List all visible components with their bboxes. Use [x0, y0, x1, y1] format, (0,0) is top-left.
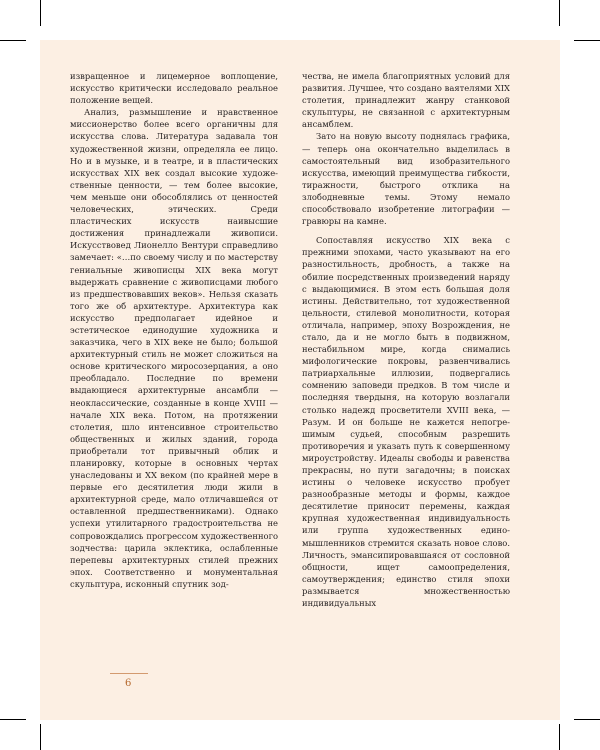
right-column: [302, 70, 510, 609]
crop-mark: [40, 724, 41, 750]
crop-mark: [574, 40, 600, 41]
crop-mark: [0, 719, 26, 720]
paragraph: Анализ, размышление и нравственное миссионерство более всего органичны для искусства слова. Литература задавала тон художественной жизни, определяла ее лицо. Но и в музыке, и в театре, и в пластических искусствах XIX век создал высокие художественные ценности, — тем более высокие, чем меньше они обособлялись от ценностей человеческих, этических. Среди пластических искусств наивысшие достижения принадлежали живописи. Искусствовед Лионелло Вентури справедливо замечает: «…по своему числу и по мастерству гениальные живописцы XIX века могут выдержать сравнение с живописцами любого из предшествовавших веков». Нельзя сказать того же об архитектуре. Архитектура как искусство предполагает идейное и эстетическое единодушие художника и заказчика, чего в XIX веке не было; большой архитектурный стиль не может сложиться на основе критического миросозерцания, а оно преобладало. Последние по времени выдающиеся архитектурные ансамбли — неоклассические, созданные в конце XVIII — начале XIX века. Потом, на протяжении столетия, шло интенсивное строительство общественных и жилых зданий, города приобретали тот привычный облик и планировку, которые в основных чертах унаследованы и XX веком (по крайней мере в первые его десятилетия люди жили в архитектурной среде, мало отличавшейся от оставленной предшественниками). Однако успехи утилитарного градостроительства не сопровождались прогрессом художественного зодчества: царила эклектика, ослабленные перепевы архитектурных стилей прежних эпох. Соответственно и монументальная скульптура, исконный спутник зод-: [70, 107, 278, 589]
page-number: 6: [125, 678, 132, 689]
paragraph: Зато на новую высоту поднялась графика, — теперь она окончательно выделилась в самостоятельный вид изобразительного искусства, имеющий преимущества гибкости, тиражности, быстрого отклика на злободневные темы. Этому немало способствовало изобретение литографии — гравюры на камне.: [302, 131, 510, 227]
crop-mark: [574, 719, 600, 720]
crop-mark: [559, 724, 560, 750]
paragraph: Сопоставляя искусство XIX века с прежними эпохами, часто указывают на его разностильность, дробность, а также на обилие посредственных произведений наряду с выдающимися. В этом есть большая доля истины. Действительно, тот художественной цельности, стилевой монолитности, которая отличала, например, эпоху Возрождения, не стало, да и не могло быть в подвижном, нестабильном мире, когда снимались мифологические покровы, развенчивались патриархальные иллюзии, подвергались сомнению заповеди предков. В том числе и последняя твердыня, на которую возлагали столько надежд просветители XVIII века, — Разум. И он больше не кажется непогрешимым судьей, способным разрешить противоречия и указать путь к совершенному мироустройству. Идеалы свободы и равенства прекрасны, но пути загадочны; в поисках истины о человеке искусство пробует разнообразные методы и формы, каждое десятилетие приносит перемены, каждая крупная художественная индивидуальность или группа художественных единомышленников стремится сказать новое слово. Личность, эмансипировавшаяся от сословной общности, ищет самоопределения, самоутверждения; единство стиля эпохи размывается множественностью индивидуальных: [302, 235, 510, 609]
paragraph: чества, не имела благоприятных условий для развития. Лучшее, что создано ваятелями XIX столетия, принадлежит жанру станковой скульптуры, не связанной с архитектурным ансамблем.: [302, 71, 510, 130]
crop-mark: [0, 40, 26, 41]
crop-mark: [559, 0, 560, 26]
paragraph: извращенное и лицемерное воплощение, искусство критически исследовало реальное положение вещей.: [70, 71, 278, 106]
footer-rule: [110, 673, 148, 674]
crop-mark: [40, 0, 41, 26]
left-column: [70, 70, 278, 590]
